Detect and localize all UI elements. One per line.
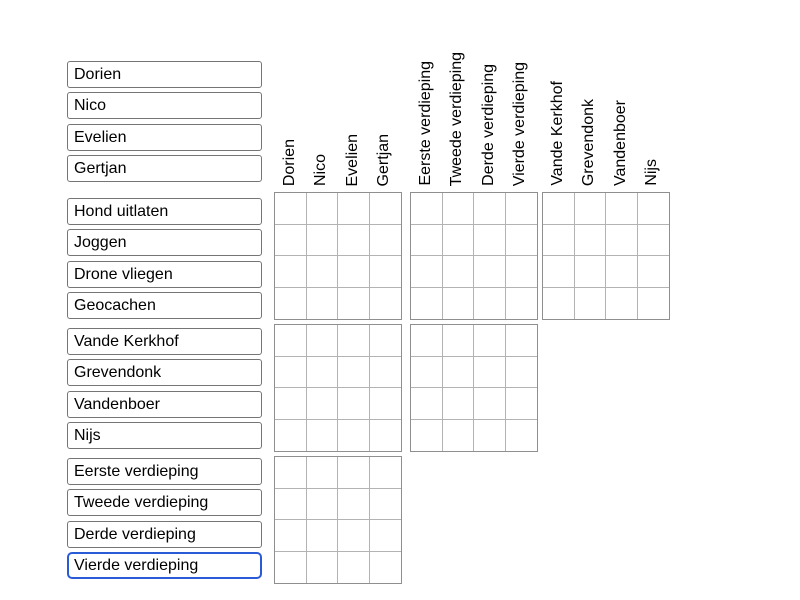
- grid-cell[interactable]: [575, 256, 607, 288]
- grid-cell[interactable]: [307, 288, 339, 320]
- row-label-box[interactable]: Drone vliegen: [67, 261, 262, 288]
- column-header-cell: [442, 8, 474, 186]
- column-label: Eerste verdieping: [416, 61, 434, 186]
- row-label-box[interactable]: Vandenboer: [67, 391, 262, 418]
- grid-cell[interactable]: [338, 388, 370, 420]
- grid-surnames-vs-floors: [410, 324, 538, 452]
- grid-cell[interactable]: [474, 193, 506, 225]
- grid-cell[interactable]: [474, 288, 506, 320]
- grid-cell[interactable]: [338, 420, 370, 452]
- row-label-box[interactable]: Nico: [67, 92, 262, 119]
- row-label-box[interactable]: Vande Kerkhof: [67, 328, 262, 355]
- grid-cell[interactable]: [506, 325, 538, 357]
- row-label-box[interactable]: Gertjan: [67, 155, 262, 182]
- grid-cell[interactable]: [307, 552, 339, 584]
- column-label: Vande Kerkhof: [548, 81, 566, 186]
- grid-cell[interactable]: [543, 288, 575, 320]
- grid-cell[interactable]: [370, 420, 402, 452]
- grid-cell[interactable]: [411, 225, 443, 257]
- grid-cell[interactable]: [411, 388, 443, 420]
- grid-cell[interactable]: [606, 193, 638, 225]
- grid-cell[interactable]: [606, 256, 638, 288]
- grid-cell[interactable]: [370, 357, 402, 389]
- grid-cell[interactable]: [307, 225, 339, 257]
- grid-cell[interactable]: [275, 325, 307, 357]
- grid-cell[interactable]: [370, 193, 402, 225]
- grid-cell[interactable]: [275, 256, 307, 288]
- grid-cell[interactable]: [370, 489, 402, 521]
- grid-cell[interactable]: [638, 225, 670, 257]
- grid-cell[interactable]: [638, 256, 670, 288]
- grid-activities-vs-floors: [410, 192, 538, 320]
- column-label: Derde verdieping: [479, 64, 497, 186]
- grid-cell[interactable]: [606, 225, 638, 257]
- column-header-cell: [605, 8, 637, 186]
- grid-cell[interactable]: [370, 520, 402, 552]
- column-label: Gertjan: [375, 133, 393, 186]
- grid-cell[interactable]: [275, 457, 307, 489]
- column-header-cell: [574, 8, 606, 186]
- grid-cell[interactable]: [338, 225, 370, 257]
- column-header-group-names: [274, 8, 400, 186]
- grid-cell[interactable]: [370, 552, 402, 584]
- grid-cell[interactable]: [506, 420, 538, 452]
- grid-cell[interactable]: [411, 420, 443, 452]
- row-label-box[interactable]: Geocachen: [67, 292, 262, 319]
- grid-cell[interactable]: [307, 193, 339, 225]
- grid-cell[interactable]: [411, 193, 443, 225]
- grid-cell[interactable]: [443, 420, 475, 452]
- grid-cell[interactable]: [575, 225, 607, 257]
- row-label-box-selected[interactable]: Vierde verdieping: [67, 552, 262, 579]
- grid-cell[interactable]: [307, 357, 339, 389]
- column-label: Dorien: [280, 138, 298, 186]
- grid-cell[interactable]: [275, 357, 307, 389]
- grid-cell[interactable]: [338, 325, 370, 357]
- grid-cell[interactable]: [443, 193, 475, 225]
- grid-cell[interactable]: [307, 420, 339, 452]
- column-header-group-surnames: [542, 8, 668, 186]
- grid-cell[interactable]: [370, 225, 402, 257]
- grid-activities-vs-surnames: [542, 192, 670, 320]
- grid-cell[interactable]: [543, 225, 575, 257]
- grid-cell[interactable]: [370, 288, 402, 320]
- grid-cell[interactable]: [443, 357, 475, 389]
- grid-cell[interactable]: [638, 193, 670, 225]
- grid-cell[interactable]: [338, 256, 370, 288]
- grid-cell[interactable]: [338, 357, 370, 389]
- row-label-box[interactable]: Grevendonk: [67, 359, 262, 386]
- grid-cell[interactable]: [411, 288, 443, 320]
- column-header-group-floors: [410, 8, 536, 186]
- grid-cell[interactable]: [606, 288, 638, 320]
- row-label-box[interactable]: Evelien: [67, 124, 262, 151]
- grid-cell[interactable]: [474, 420, 506, 452]
- grid-cell[interactable]: [275, 552, 307, 584]
- column-header-cell: [473, 8, 505, 186]
- grid-cell[interactable]: [307, 325, 339, 357]
- grid-cell[interactable]: [275, 520, 307, 552]
- grid-cell[interactable]: [307, 256, 339, 288]
- grid-cell[interactable]: [275, 420, 307, 452]
- grid-cell[interactable]: [443, 325, 475, 357]
- grid-cell[interactable]: [506, 225, 538, 257]
- grid-floors-vs-names: [274, 456, 402, 584]
- grid-cell[interactable]: [275, 489, 307, 521]
- column-label: Evelien: [343, 133, 361, 186]
- column-label: Vandenboer: [611, 100, 629, 186]
- grid-cell[interactable]: [474, 256, 506, 288]
- grid-cell[interactable]: [474, 225, 506, 257]
- column-header-cell: [337, 8, 369, 186]
- grid-cell[interactable]: [275, 225, 307, 257]
- grid-cell[interactable]: [338, 489, 370, 521]
- grid-cell[interactable]: [338, 193, 370, 225]
- column-header-cell: [542, 8, 574, 186]
- column-label: Tweede verdieping: [448, 51, 466, 186]
- row-label-box[interactable]: Eerste verdieping: [67, 458, 262, 485]
- grid-cell[interactable]: [307, 457, 339, 489]
- grid-cell[interactable]: [474, 388, 506, 420]
- grid-activities-vs-names: [274, 192, 402, 320]
- grid-cell[interactable]: [370, 325, 402, 357]
- column-label: Grevendonk: [580, 98, 598, 186]
- grid-cell[interactable]: [443, 388, 475, 420]
- column-header-cell: [369, 8, 401, 186]
- row-label-box[interactable]: Joggen: [67, 229, 262, 256]
- grid-cell[interactable]: [543, 256, 575, 288]
- grid-cell[interactable]: [506, 193, 538, 225]
- grid-cell[interactable]: [411, 325, 443, 357]
- column-label: Nico: [312, 153, 330, 186]
- grid-cell[interactable]: [338, 457, 370, 489]
- grid-cell[interactable]: [474, 357, 506, 389]
- row-label-box[interactable]: Nijs: [67, 422, 262, 449]
- grid-cell[interactable]: [275, 388, 307, 420]
- grid-cell[interactable]: [443, 288, 475, 320]
- grid-cell[interactable]: [506, 288, 538, 320]
- column-label: Vierde verdieping: [511, 61, 529, 186]
- column-header-cell: [306, 8, 338, 186]
- grid-cell[interactable]: [443, 225, 475, 257]
- grid-cell[interactable]: [370, 457, 402, 489]
- grid-cell[interactable]: [338, 552, 370, 584]
- grid-cell[interactable]: [370, 256, 402, 288]
- grid-surnames-vs-names: [274, 324, 402, 452]
- grid-cell[interactable]: [338, 288, 370, 320]
- column-header-cell: [505, 8, 537, 186]
- grid-cell[interactable]: [370, 388, 402, 420]
- grid-cell[interactable]: [443, 256, 475, 288]
- row-label-box[interactable]: Hond uitlaten: [67, 198, 262, 225]
- grid-cell[interactable]: [338, 520, 370, 552]
- row-label-box[interactable]: Tweede verdieping: [67, 489, 262, 516]
- column-header-cell: [410, 8, 442, 186]
- grid-cell[interactable]: [638, 288, 670, 320]
- grid-cell[interactable]: [275, 288, 307, 320]
- row-label-box[interactable]: Dorien: [67, 61, 262, 88]
- grid-cell[interactable]: [506, 357, 538, 389]
- grid-cell[interactable]: [411, 256, 443, 288]
- grid-cell[interactable]: [307, 388, 339, 420]
- column-header-cell: [637, 8, 669, 186]
- grid-cell[interactable]: [506, 256, 538, 288]
- grid-cell[interactable]: [275, 193, 307, 225]
- grid-cell[interactable]: [506, 388, 538, 420]
- grid-cell[interactable]: [575, 288, 607, 320]
- column-label: Nijs: [643, 159, 661, 186]
- grid-cell[interactable]: [411, 357, 443, 389]
- column-header-cell: [274, 8, 306, 186]
- grid-cell[interactable]: [307, 489, 339, 521]
- row-label-box[interactable]: Derde verdieping: [67, 521, 262, 548]
- grid-cell[interactable]: [575, 193, 607, 225]
- grid-cell[interactable]: [307, 520, 339, 552]
- grid-cell[interactable]: [543, 193, 575, 225]
- grid-cell[interactable]: [474, 325, 506, 357]
